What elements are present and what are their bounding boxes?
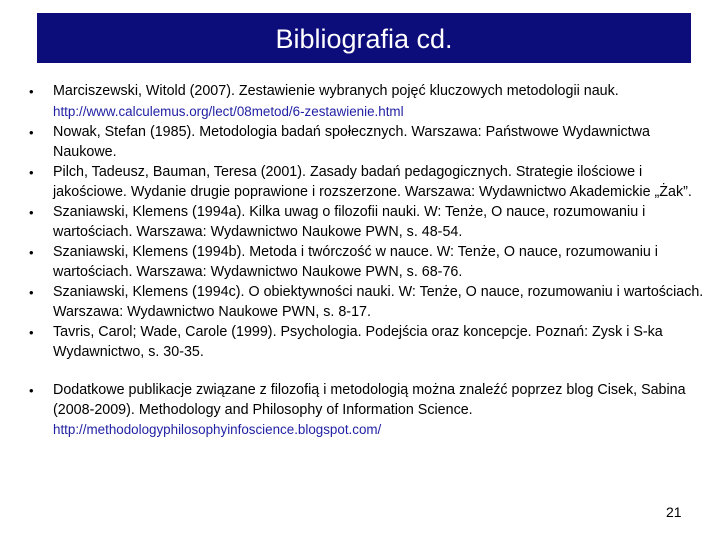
reference-link[interactable]: http://methodologyphilosophyinfoscience.blogspot.com/ xyxy=(53,422,382,437)
reference-item-7 xyxy=(29,323,709,362)
bullet-icon: • xyxy=(29,245,34,260)
bullet-icon: • xyxy=(29,383,34,398)
bullet-icon: • xyxy=(29,205,34,220)
bullet-icon: • xyxy=(29,325,34,340)
reference-text: Marciszewski, Witold (2007). Zestawienie wybranych pojęć kluczowych metodologii nauk. xyxy=(53,83,619,99)
reference-item-4 xyxy=(29,203,709,242)
reference-item-6 xyxy=(29,283,709,322)
bullet-icon: • xyxy=(29,285,34,300)
reference-text: Szaniawski, Klemens (1994c). O obiektywności nauki. W: Tenże, O nauce, rozumowaniu i wartościach. Warszawa: Wydawnictwo Naukowe PWN, s. 8-17. xyxy=(53,284,704,320)
reference-text: Pilch, Tadeusz, Bauman, Teresa (2001). Zasady badań pedagogicznych. Strategie ilościowe i jakościowe. Wydanie drugie poprawione i rozszerzone. Warszawa: Wydawnictwo Akademickie „Żak”. xyxy=(53,164,692,200)
bullet-icon: • xyxy=(29,84,34,99)
bullet-icon: • xyxy=(29,165,34,180)
bibliography-list xyxy=(29,82,709,442)
slide-title: Bibliografia cd. xyxy=(275,23,453,54)
bullet-icon: • xyxy=(29,125,34,140)
reference-text: Szaniawski, Klemens (1994b). Metoda i twórczość w nauce. W: Tenże, O nauce, rozumowaniu i wartościach. Warszawa: Wydawnictwo Naukowe PWN, s. 68-76. xyxy=(53,244,658,280)
title-bar xyxy=(37,13,691,63)
reference-link[interactable]: http://www.calculemus.org/lect/08metod/6-zestawienie.html xyxy=(53,103,404,119)
reference-item-3 xyxy=(29,163,709,202)
reference-item-5 xyxy=(29,243,709,282)
reference-text: Tavris, Carol; Wade, Carole (1999). Psychologia. Podejścia oraz koncepcje. Poznań: Zysk i S-ka Wydawnictwo, s. 30-35. xyxy=(53,324,663,360)
reference-item-2 xyxy=(29,123,709,162)
reference-text: Nowak, Stefan (1985). Metodologia badań społecznych. Warszawa: Państwowe Wydawnictwa Naukowe. xyxy=(53,124,650,160)
reference-text: Szaniawski, Klemens (1994a). Kilka uwag o filozofii nauki. W: Tenże, O nauce, rozumowaniu i wartościach. Warszawa: Wydawnictwo Naukowe PWN, s. 48-54. xyxy=(53,204,646,240)
reference-text: Dodatkowe publikacje związane z filozofią i metodologią można znaleźć poprzez blog Cisek, Sabina (2008-2009). Methodology and Philosophy of Information Science. xyxy=(53,382,686,418)
reference-item-1 xyxy=(29,82,709,122)
reference-item-8 xyxy=(29,381,709,441)
page-number: 21 xyxy=(666,504,682,520)
